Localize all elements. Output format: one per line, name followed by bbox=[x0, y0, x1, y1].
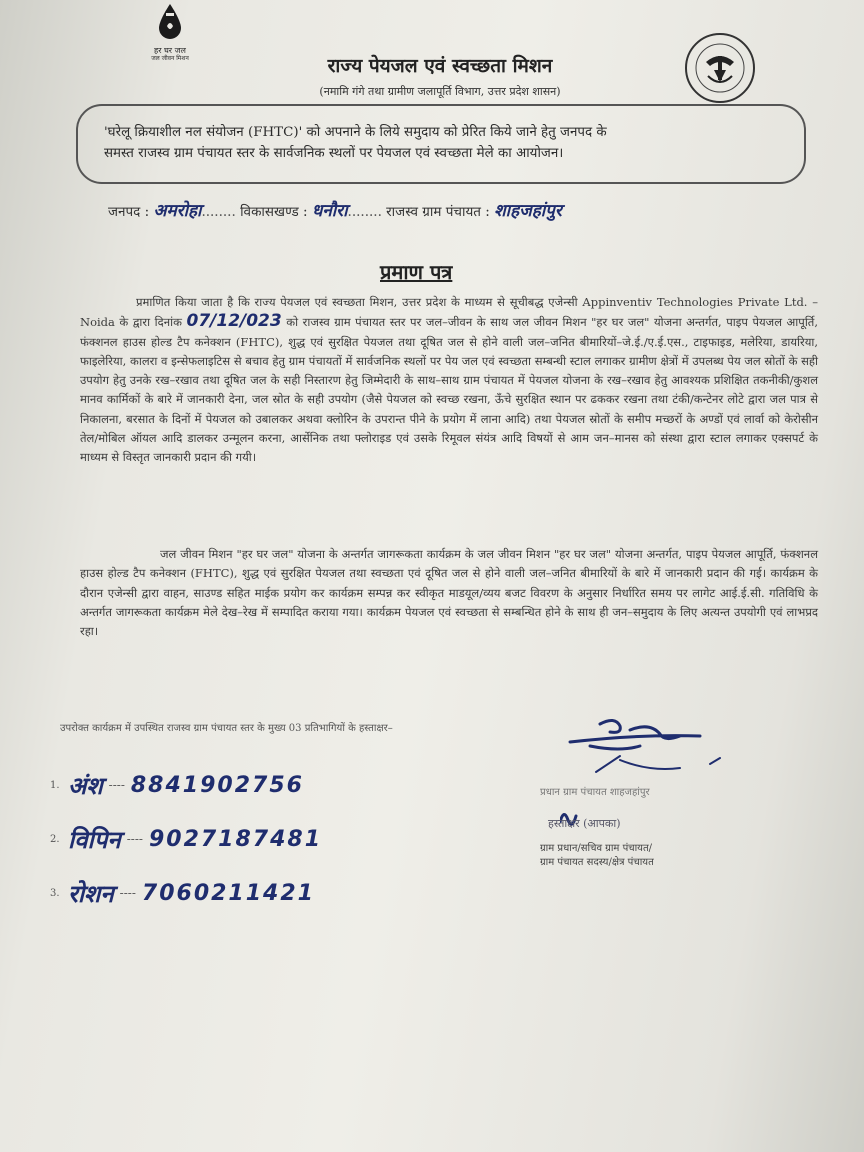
para1-text-b: को राजस्व ग्राम पंचायत स्तर पर जल–जीवन के साथ जल जीवन मिशन "हर घर जल" योजना अन्तर्गत, पाइप पेयजल आपूर्ति, फंक्शनल हाउस होल्ड टैप कनेक्शन (FHTC), शुद्ध एवं सुरक्षित पेयजल तथा दूषित जल से होने वाली जल–जनित बीमारियों–जे.ई./ए.ई.एस., टाइफाइड, मलेरिया, डायरिया, फाइलेरिया, कालरा व इन्सेफलाइटिस से बचाव हेतु ग्राम पंचायतों में सार्वजनिक स्थलों पर पेय जल एवं स्वच्छता सम्बन्धी स्टाल लगाकर ग्रामीण क्षेत्रों में उपलब्ध पेय जल स्रोतों के सही उपयोग हेतु उनके रख–रखाव तथा दूषित जल के सही निस्तारण हेतु जिम्मेदारी के साथ–साथ ग्राम पंचायत में पेयजल योजना के रख–रखाव हेतु आवश्यक प्रशिक्षित तकनीकी/कुशल मानव कार्मिकों के बारे में जानकारी देना, जल स्रोत के सही उपयोग (जैसे पेयजल को स्वच्छ रखना, ऊँचे सुरक्षित स्थान पर ढककर रखना तथा टंकी/कन्टेनर लोटे द्वारा जल पात्र से निकालना, बरसात के दिनों में पेयजल को उबालकर अथवा क्लोरिन के उपरान्त पीने के प्रयोग में लाना आदि) तथा पेयजल स्रोतों के समीप मच्छरों के अण्डों एवं लार्वा को केरोसीन तेल/मोबिल ऑयल आदि डालकर उन्मूलन करना, आर्सेनिक तथा फ्लोराइड एवं उसके रिमूवल संयंत्र आदि विषयों से आम जन–मानस को संस्था द्वारा स्टाल लगाकर एक्सपर्ट के माध्यम से विस्तृत जानकारी प्रदान की गयी। bbox=[80, 315, 819, 465]
district-value: अमरोहा bbox=[153, 201, 202, 221]
banner-line-1: 'घरेलू क्रियाशील नल संयोजन (FHTC)' को अपनाने के लिये समुदाय को प्रेरित किये जाने हेतु जनपद के bbox=[104, 125, 607, 140]
attendee-number: 1. bbox=[50, 779, 60, 791]
attendee-phone: 9027187481 bbox=[148, 826, 323, 852]
attendee-row: 2. विपिन ---- 9027187481 bbox=[50, 812, 470, 866]
role-line-2: ग्राम पंचायत सदस्य/क्षेत्र पंचायत bbox=[540, 857, 654, 868]
attendee-name: विपिन bbox=[68, 825, 121, 854]
signatory-role bbox=[540, 842, 770, 870]
attendee-phone: 8841902756 bbox=[130, 772, 304, 798]
block-value: धनौरा bbox=[311, 201, 348, 221]
logo-text-2: जल जीवन मिशन bbox=[151, 55, 189, 62]
event-date: 07/12/023 bbox=[186, 311, 282, 332]
page-title: राज्य पेयजल एवं स्वच्छता मिशन bbox=[327, 55, 553, 77]
up-government-emblem bbox=[684, 32, 756, 104]
attendee-number: 2. bbox=[50, 833, 60, 845]
district-label: जनपद : bbox=[108, 204, 150, 220]
water-drop-icon bbox=[155, 2, 185, 42]
attendee-row: 3. रोशन ---- 7060211421 bbox=[50, 866, 470, 920]
attendee-number: 3. bbox=[50, 887, 60, 899]
attendee-signatures bbox=[50, 758, 470, 920]
certificate-title: प्रमाण पत्र bbox=[380, 260, 453, 284]
panchayat-value: शाहजहांपुर bbox=[494, 201, 562, 221]
stamp-text: प्रधान ग्राम पंचायत शाहजहांपुर bbox=[540, 787, 650, 798]
attendee-name: रोशन bbox=[68, 879, 114, 908]
attendee-name: अंश bbox=[68, 771, 103, 800]
pradhan-signature bbox=[560, 712, 760, 832]
attendees-caption: उपरोक्त कार्यक्रम में उपस्थित राजस्व ग्राम पंचायत स्तर के मुख्य 03 प्रतिभागियों के हस्ताक्षर– bbox=[60, 723, 393, 734]
attendee-row: 1. अंश ---- 8841902756 bbox=[50, 758, 470, 812]
certificate-paragraph-2: जल जीवन मिशन "हर घर जल" योजना के अन्तर्गत जागरूकता कार्यक्रम के जल जीवन मिशन "हर घर जल" योजना अन्तर्गत, पाइप पेयजल आपूर्ति, फंक्शनल हाउस होल्ड टैप कनेक्शन (FHTC), शुद्ध एवं सुरक्षित पेयजल तथा स्वच्छता एवं दूषित जल से होने वाली जल–जनित बीमारियों के बारे में जानकारी प्रदान की गई। कार्यक्रम के दौरान एजेन्सी द्वारा वाहन, साउण्ड सहित माईक प्रयोग कर कार्यक्रम सम्पन्न कर स्वीकृत माडयूल/व्यय बजट विवरण के अनुसार निर्धारित समय पर लागेट आई.ई.सी. गतिविधि के अन्तर्गत जागरूकता कार्यक्रम मेले देख–रेख में सम्पादित कराया गया। कार्यक्रम पेयजल एवं स्वच्छता से सम्बन्धित होने के साथ ही जन–समुदाय के लिए अत्यन्त उपयोगी एवं लाभप्रद रहा। bbox=[80, 547, 818, 639]
role-line-1: ग्राम प्रधान/सचिव ग्राम पंचायत/ bbox=[540, 843, 653, 854]
stamp-name: हस्ताक्षर (आपका) bbox=[548, 817, 621, 830]
banner-line-2: समस्त राजस्व ग्राम पंचायत स्तर के सार्वजनिक स्थलों पर पेयजल एवं स्वच्छता मेले का आयोजन। bbox=[104, 146, 564, 161]
location-fields: जनपद : अमरोहा........ विकासखण्ड : धनौरा........ राजस्व ग्राम पंचायत : शाहजहांपुर bbox=[108, 201, 562, 221]
certificate-paragraph-1 bbox=[80, 293, 818, 468]
page-subtitle: (नमामि गंगे तथा ग्रामीण जलापूर्ति विभाग, उत्तर प्रदेश शासन) bbox=[319, 85, 561, 98]
panchayat-label: राजस्व ग्राम पंचायत : bbox=[386, 204, 490, 220]
logo-text-1: हर घर जल bbox=[154, 46, 186, 55]
attendee-phone: 7060211421 bbox=[141, 880, 315, 906]
har-ghar-jal-logo bbox=[130, 2, 210, 62]
block-label: विकासखण्ड : bbox=[240, 204, 308, 220]
event-banner bbox=[76, 104, 806, 184]
para1-text-a: प्रमाणित किया जाता है कि राज्य पेयजल एवं स्वच्छता मिशन, उत्तर प्रदेश के माध्यम से सूचीबद्ध एजेन्सी Appinventiv Technologies Private Ltd. – Noida के द्वारा दिनांक bbox=[80, 295, 818, 330]
